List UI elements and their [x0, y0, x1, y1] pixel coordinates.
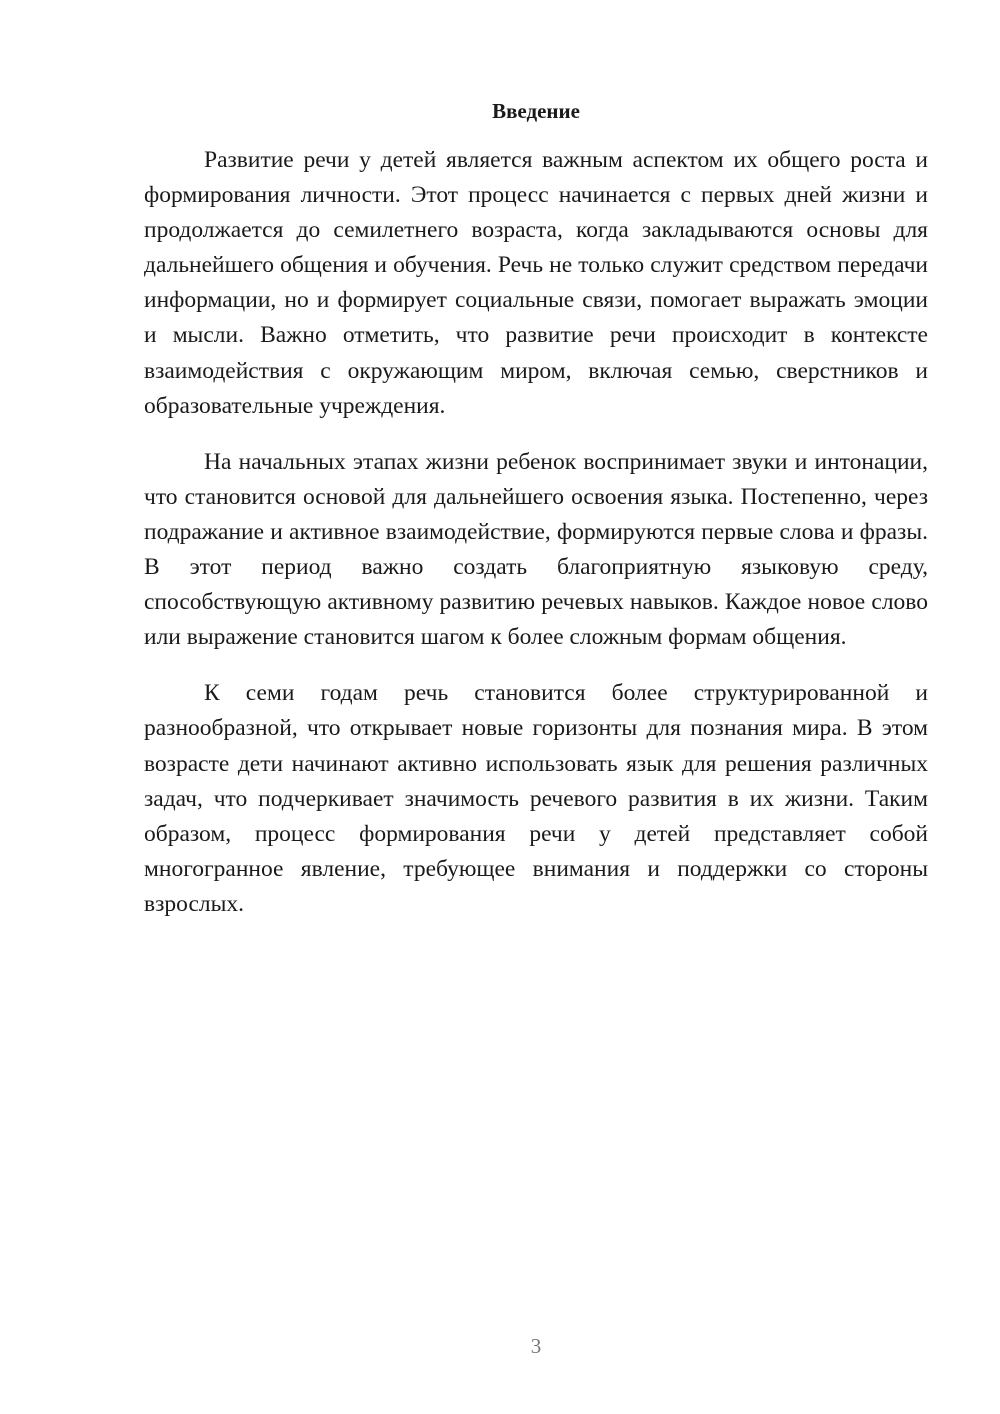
body-text	[144, 143, 928, 943]
page-number: 3	[530, 1334, 542, 1358]
paragraph-2: На начальных этапах жизни ребенок воспринимает звуки и интонации, что становится основой для дальнейшего освоения языка. Постепенно, через подражание и активное взаимодействие, формируются первые слова и фразы. В этот период важно создать благоприятную языковую среду, способствующую активному развитию речевых навыков. Каждое новое слово или выражение становится шагом к более сложным формам общения.	[144, 448, 928, 651]
section-heading: Введение	[492, 99, 580, 123]
paragraph-3: К семи годам речь становится более структурированной и разнообразной, что открывает новые горизонты для познания мира. В этом возрасте дети начинают активно использовать язык для решения различных задач, что подчеркивает значимость речевого развития в их жизни. Таким образом, процесс формирования речи у детей представляет собой многогранное явление, требующее внимания и поддержки со стороны взрослых.	[144, 680, 928, 917]
paragraph-1: Развитие речи у детей является важным аспектом их общего роста и формирования личности. Этот процесс начинается с первых дней жизни и продолжается до семилетнего возраста, когда закладываются основы для дальнейшего общения и обучения. Речь не только служит средством передачи информации, но и формирует социальные связи, помогает выражать эмоции и мысли. Важно отметить, что развитие речи происходит в контексте взаимодействия с окружающим миром, включая семью, сверстников и образовательные учреждения.	[144, 147, 928, 419]
